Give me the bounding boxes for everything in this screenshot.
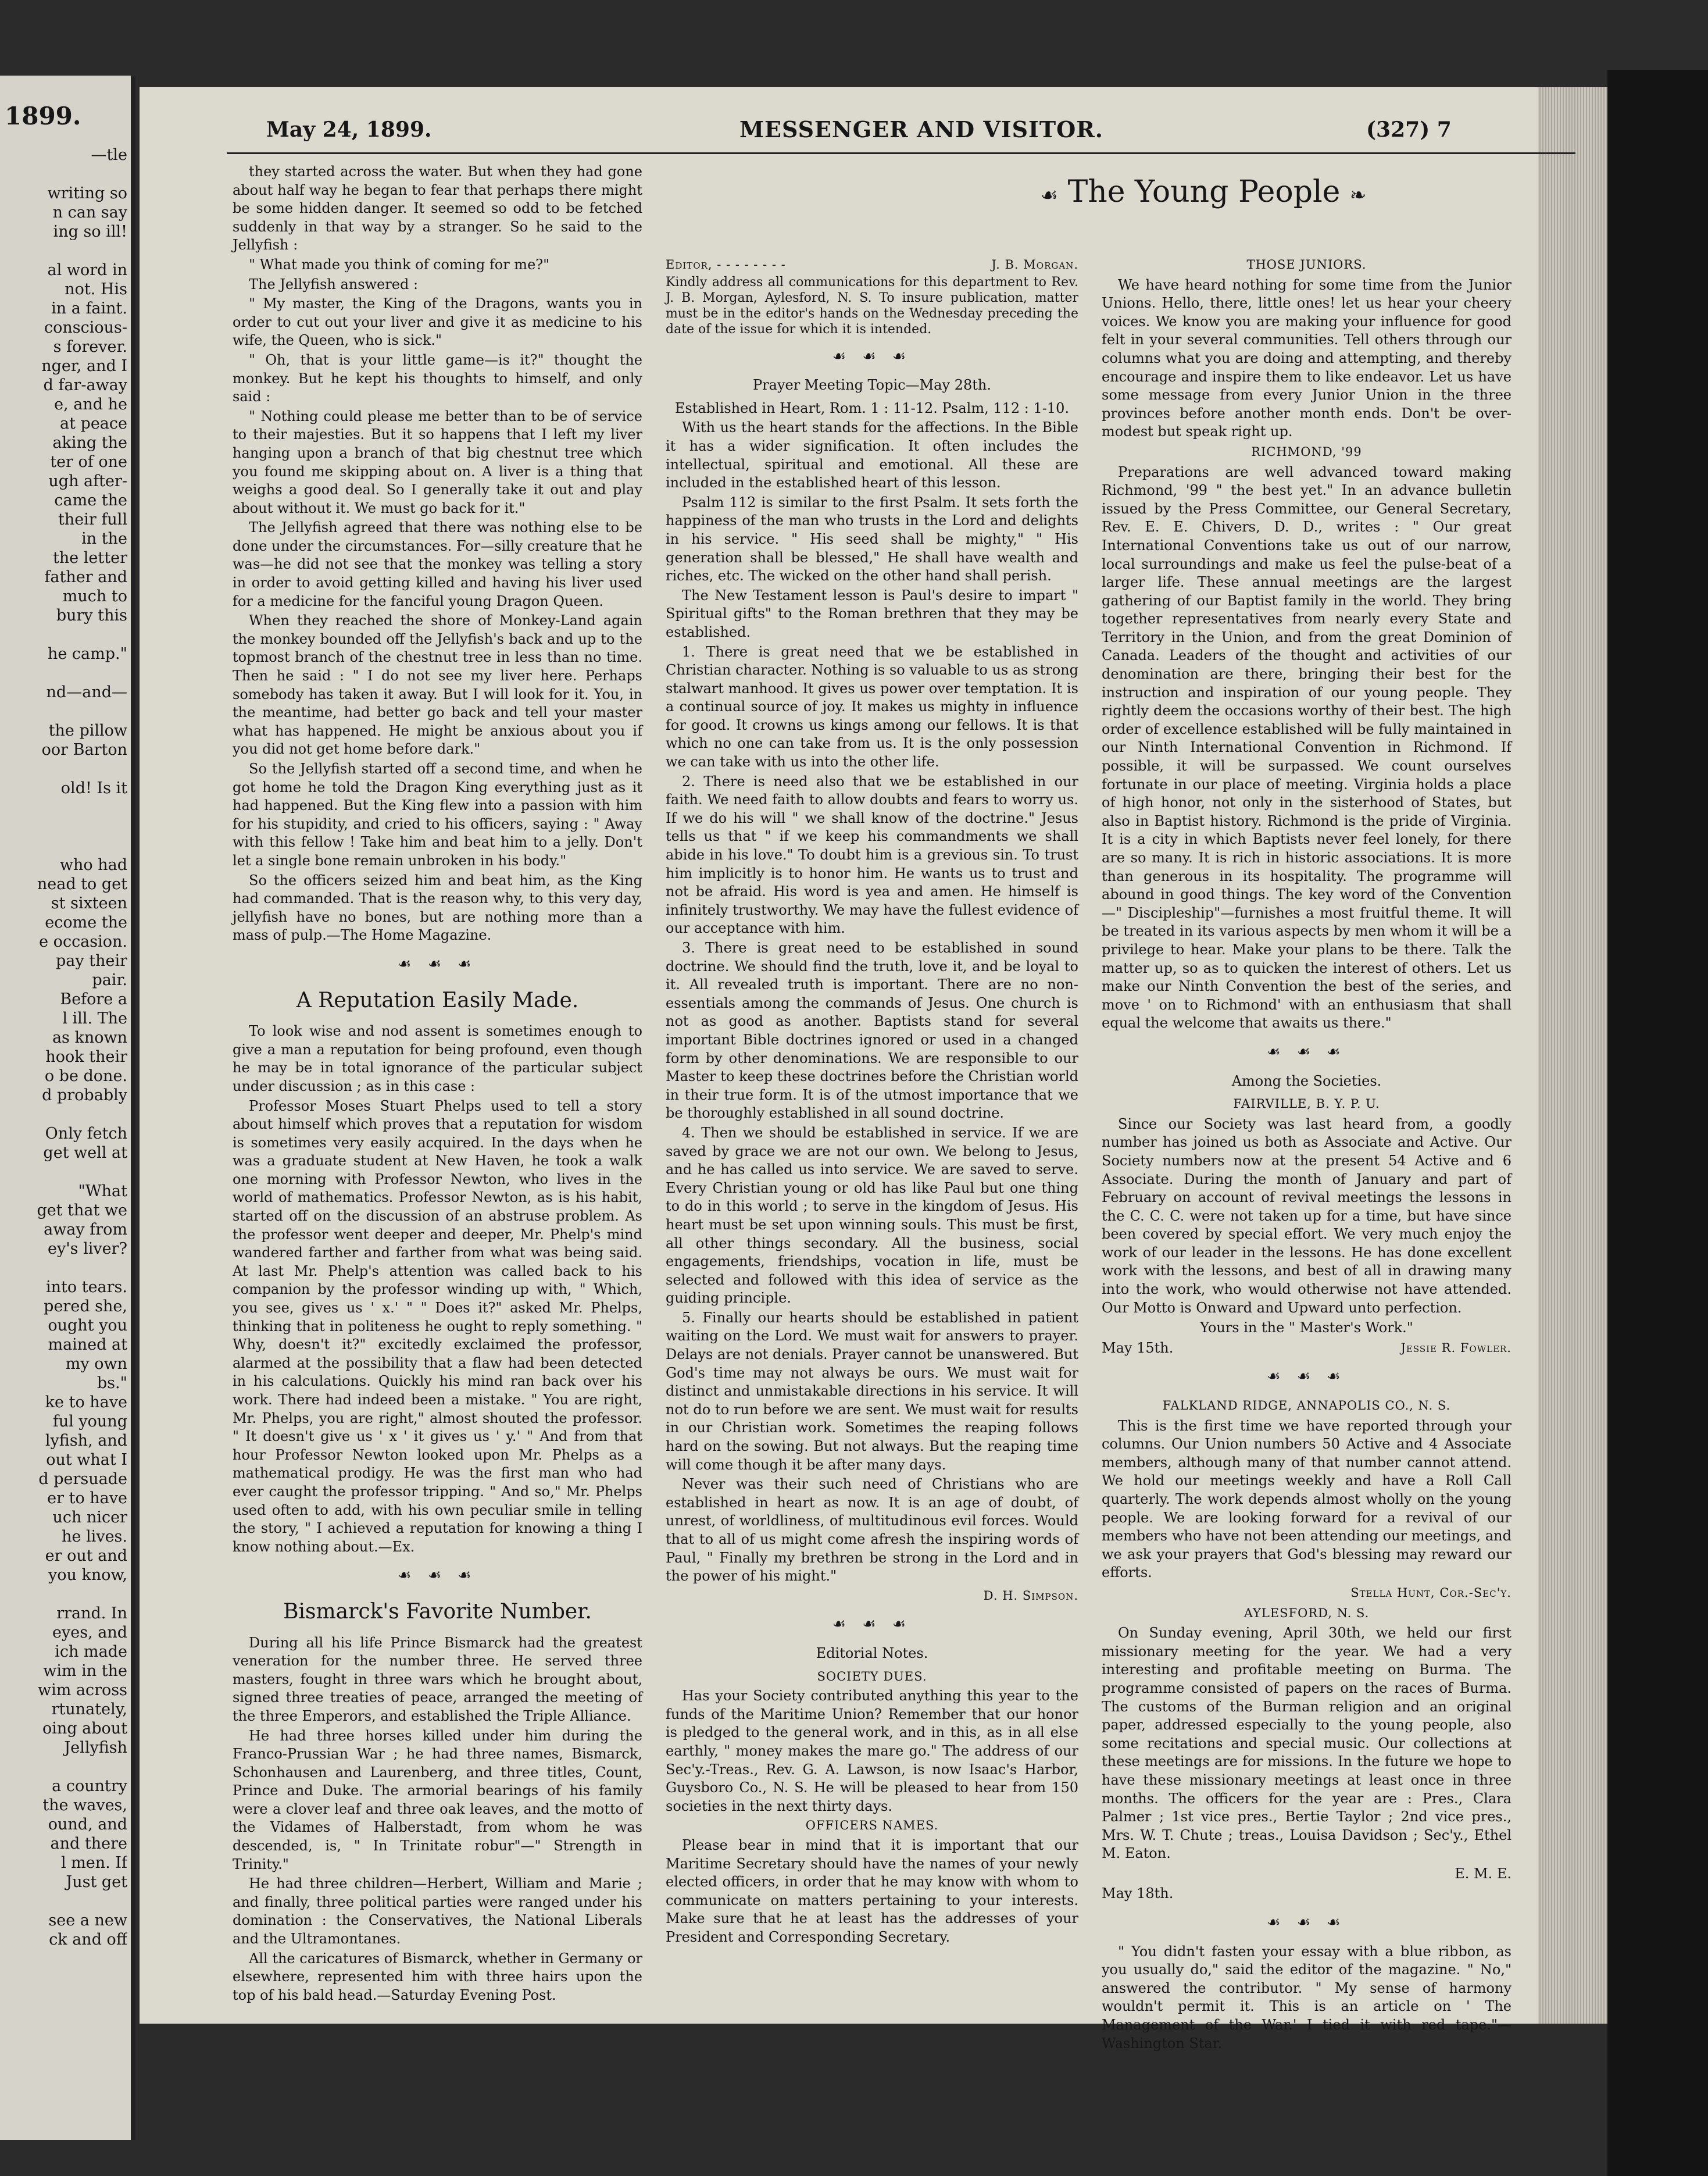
left-page-line — [3, 798, 127, 817]
left-ornament-icon: ☙ — [1040, 184, 1059, 207]
left-page-line: get well at — [43, 1144, 127, 1162]
paragraph: 4. Then we should be established in service. If we are saved by grace we are not our own. We belong to Jesus, and he has called us into service. We are saved to serve. Every Christian young or old has like Paul but one thing to do in this world ; to serve in the kingdom of Jesus. His heart must be set upon winning souls. This must be first, all other things secondary. All the business, social engagements, friendships, vocation in life, must be selected and followed with this idea of service as the guiding principle. — [666, 1124, 1078, 1307]
left-page-line: who had — [59, 856, 127, 874]
left-page-line — [3, 1105, 127, 1124]
paragraph: 2. There is need also that we be established in our faith. We need faith to allow doubts and fears to worry us. If we do his will " we shall know of the doctrine." Jesus tells us that " if we keep his commandments we shall abide in his love." To doubt him is a grevious sin. To trust him implicitly is to honor him. He wants us to trust and not be afraid. His word is yea and amen. He himself is infinitely trustworthy. We may have the fullest evidence of our acceptance with him. — [666, 773, 1078, 937]
left-page-line: nead to get — [37, 875, 127, 893]
column-1 — [233, 163, 642, 2006]
page-number: (327) 7 — [1366, 117, 1452, 142]
left-page-line: the letter — [53, 549, 127, 567]
left-page-line: see a new — [48, 1911, 127, 1929]
left-page-line: old! Is it — [60, 779, 127, 797]
left-page-line: as known — [52, 1029, 127, 1047]
falkland-title: FALKLAND RIDGE, ANNAPOLIS CO., N. S. — [1162, 1399, 1451, 1413]
left-page-line: wim in the — [43, 1662, 127, 1680]
left-page-line: eyes, and — [52, 1624, 127, 1642]
bismarck-title: Bismarck's Favorite Number. — [283, 1599, 592, 1624]
reputation-title: A Reputation Easily Made. — [296, 988, 579, 1012]
left-page-line: ing so ill! — [53, 223, 127, 241]
aylesford-signature: E. M. E. — [1455, 1865, 1512, 1882]
left-page-line: s forever. — [53, 338, 127, 356]
closing-anecdote: " You didn't fasten your essay with a blue ribbon, as you usually do," said the editor of the magazine. " No," answered the contributor. " My sense of harmony wouldn't permit it. This is an article on ' The Management of the War.' I tied it with red tape."—Washington Star. — [1102, 1943, 1512, 2052]
left-page-line: he lives. — [62, 1528, 127, 1546]
left-page-line: pered she, — [44, 1297, 127, 1315]
section-title — [936, 174, 1471, 209]
left-page-line: ound, and — [48, 1815, 127, 1833]
divider-stars: ☙ ☙ ☙ — [832, 1615, 912, 1633]
left-page-line: oing about — [42, 1720, 127, 1738]
prayer-reference: Established in Heart, Rom. 1 : 11-12. Psalm, 112 : 1-10. — [674, 399, 1070, 416]
left-page-line: conscious- — [44, 319, 127, 337]
left-page-line: o be done. — [44, 1067, 127, 1085]
left-page-line: "What — [78, 1182, 127, 1200]
left-page-line — [3, 702, 127, 721]
paragraph: So the Jellyfish started off a second time, and when he got home he told the Dragon King everything just as it had happened. But the King flew into a passion with him for his stupidity, and cried to his officers, saying : " Away with this fellow ! Take him and beat him to a jelly. Don't let a single bone remain unbroken in his body." — [233, 761, 642, 869]
left-page-line: hook their — [45, 1048, 127, 1066]
left-page-line: e, and he — [54, 395, 127, 413]
book-spine — [1607, 70, 1708, 2176]
aylesford-text: On Sunday evening, April 30th, we held our first missionary meeting for the year. We had a very interesting and profitable meeting on Burma. The programme consisted of papers on the races of Burma. The customs of the Burman religion and an original paper, addressed especially to the young people, also some recitations and special music. Our collections at these meetings are for missions. In the future we hope to have these missionary meetings at least once in three months. The officers for the year are : Pres., Clara Palmer ; 1st vice pres., Bertie Taylor ; 2nd vice pres., Mrs. W. T. Chute ; treas., Louisa Davidson ; Sec'y., Ethel M. Eaton. — [1102, 1625, 1512, 1862]
left-page-line: st sixteen — [51, 894, 127, 912]
fairville-signature-row — [1102, 1339, 1512, 1358]
left-page-line — [3, 1585, 127, 1604]
left-page-line: oor Barton — [41, 741, 127, 759]
left-page-line: Only fetch — [45, 1125, 127, 1143]
left-page-line — [3, 165, 127, 184]
paragraph: He had three children—Herbert, William and Marie ; and finally, three political parties were ranged under his domination : the Conservatives, the National Liberals and the Ultramontanes. — [233, 1875, 642, 1947]
paragraph: The Jellyfish agreed that there was nothing else to be done under the circumstances. For—silly creature that he was—he did not see that the monkey was telling a story in order to avoid getting killed and having his liver used for a medicine for the fanciful young Dragon Queen. — [233, 519, 642, 609]
paragraph: The Jellyfish answered : — [249, 276, 419, 292]
left-page-line: rrand. In — [56, 1604, 127, 1622]
officers-label: OFFICERS NAMES. — [805, 1818, 939, 1833]
left-page-line: he camp." — [47, 645, 127, 663]
paragraph: Never was their such need of Christians who are established in heart as now. It is an age of doubt, of unrest, of worldliness, of multitudinous evil forces. Would that to all of us might come afresh the inspiring words of Paul, " Finally my brethren be strong in the Lord and in the power of his might." — [666, 1476, 1078, 1585]
prayer-article — [666, 419, 1078, 1585]
left-page-line: —tle — [91, 146, 127, 164]
paragraph: Professor Moses Stuart Phelps used to tell a story about himself which proves that a reputation for wisdom is sometimes very easily acquired. In the days when he was a graduate student at New Haven, he took a walk one morning with Professor Newton, who lives in the world of mathematics. Professor Newton, as is his habit, started off on the discussion of an abstruse problem. As the professor went deeper and deeper, Mr. Phelp's mind wandered farther and farther from what was being said. At last Mr. Phelp's attention was called back to his companion by the professor winding up with, " Which, you see, gives us ' x.' " " Does it?" asked Mr. Phelps, thinking that in politeness he ought to reply something. " Why, doesn't it?" excitedly exclaimed the professor, alarmed at the possibility that a flaw had been detected in his calculations. Quickly his mind ran back over his work. There had indeed been a mistake. " You are right, Mr. Phelps, you are right," almost shouted the professor. " It doesn't give us ' x ' it gives us ' y.' " And from that hour Professor Newton looked upon Mr. Phelps as a mathematical prodigy. He was the first man who had ever caught the professor tripping. " And so," Mr. Phelps used often to add, with his own peculiar smile in telling the story, " I achieved a reputation for knowing a thing I know nothing about.—Ex. — [233, 1097, 642, 1555]
left-page-line — [3, 1162, 127, 1182]
left-page-line — [3, 663, 127, 683]
fairville-closing: Yours in the " Master's Work." — [1200, 1319, 1413, 1336]
editorial-notes-title: Editorial Notes. — [816, 1645, 928, 1661]
left-page-line: Jellyfish — [64, 1739, 127, 1757]
divider-stars: ☙ ☙ ☙ — [1267, 1914, 1346, 1932]
left-page-line: d persuade — [38, 1470, 127, 1488]
left-page-line: you know, — [48, 1566, 127, 1584]
editor-line — [666, 256, 1078, 274]
divider-stars: ☙ ☙ ☙ — [398, 1567, 477, 1585]
left-page-line: al word in — [47, 261, 127, 279]
column-2 — [666, 256, 1078, 1947]
left-page-line: bury this — [56, 607, 127, 625]
left-page-line: pay their — [56, 952, 127, 970]
fairville-text: Since our Society was last heard from, a goodly number has joined us both as Associate and Active. Our Society numbers now at the present 54 Active and 6 Associate. During the month of January and part of February on account of revival meetings the lessons in the C. C. C. were not taken up for a time, but have since been covered by special effort. We very much enjoy the work of our leader in the lessons. He has done excellent work with the lessons, and best of all in drawing many into the work, who would otherwise not have attended. Our Motto is Onward and Upward unto perfection. — [1102, 1115, 1512, 1316]
left-page-line: at peace — [60, 415, 127, 433]
officers-text: Please bear in mind that it is important that our Maritime Secretary should have the names of your newly elected officers, in order that he may know with whom to communicate on matters pertaining to your interests. Make sure that he at least has the addresses of your President and Corresponding Secretary. — [666, 1836, 1078, 1945]
left-page-line: writing so — [47, 184, 127, 202]
left-page-line: lyfish, and — [45, 1432, 127, 1450]
left-page-line: a country — [52, 1777, 127, 1795]
paragraph: " What made you think of coming for me?" — [249, 256, 550, 273]
left-page-line: into tears. — [46, 1278, 127, 1296]
juniors-title: THOSE JUNIORS. — [1246, 258, 1367, 272]
left-page-line: the pillow — [48, 722, 127, 740]
paragraph: All the caricatures of Bismarck, whether in Germany or elsewhere, represented him with three hairs upon the top of his bald head.—Saturday Evening Post. — [233, 1950, 642, 2003]
left-page-line: l ill. The — [62, 1009, 127, 1028]
reputation-article — [233, 1022, 642, 1556]
left-page-line: came the — [54, 491, 127, 509]
bismarck-article — [233, 1634, 642, 2005]
paragraph: " Nothing could please me better than to be of service to their majesties. But it so happens that I left my liver hanging upon a branch of that big chestnut tree which you found me skipping about on. A liver is a thing that weighs a good deal. So I generally take it out and play about without it. We must go back for it." — [233, 408, 642, 516]
fairville-signature: Jessie R. Fowler. — [1400, 1340, 1512, 1355]
paragraph: With us the heart stands for the affections. In the Bible it has a wider signification. It often includes the intellectual, spiritual and emotional. All these are included in the established heart of this lesson. — [666, 419, 1078, 491]
paragraph: 5. Finally our hearts should be established in patient waiting on the Lord. We must wait for answers to prayer. Delays are not denials. Prayer cannot be unanswered. But God's time may not always be ours. We must wait for distinct and unmistakable directions in his service. It will not do to run before we are sent. We must wait for results in our Christian work. Sometimes the reaping follows hard on the sowing. But not always. But the reaping time will come though it be after many days. — [666, 1309, 1078, 1473]
masthead: MESSENGER AND VISITOR. — [739, 116, 1104, 142]
left-page-line: ful young — [52, 1412, 127, 1431]
paragraph: Psalm 112 is similar to the first Psalm. It sets forth the happiness of the man who trusts in the Lord and delights in his service. " His seed shall be mighty," " His generation shall be blessed," He shall have wealth and riches, etc. The wicked on the other hand shall perish. — [666, 494, 1078, 584]
header-date: May 24, 1899. — [266, 117, 432, 142]
aylesford-date: May 18th. — [1102, 1885, 1174, 1902]
paragraph: 1. There is great need that we be established in Christian character. Nothing is so valuable to us as strong stalwart manhood. It gives us power over temptation. It is a continual source of joy. It makes us mighty in influence for good. It crowns us kings among our fellows. It is that which no one can take from us. It is the only possession we can take with us into the other life. — [666, 643, 1078, 770]
paragraph: So the officers seized him and beat him, as the King had commanded. That is the reason why, to this very day, jellyfish have no bones, but are nothing more than a mass of pulp.—The Home Magazine. — [233, 872, 642, 944]
left-page-text — [3, 145, 127, 1949]
left-page-line: ter of one — [50, 453, 127, 471]
left-page-line: pair. — [92, 971, 127, 989]
paragraph: He had three horses killed under him during the Franco-Prussian War ; he had three names, Bismarck, Schonhausen and Laurenberg, and three titles, Count, Prince and Duke. The armorial bearings of his family were a clover leaf and three oak leaves, and the motto of the Vidames of Halberstadt, from whom he was descended, is, " In Trinitate robur"—" Strength in Trinity." — [233, 1727, 642, 1872]
left-page-year: 1899. — [5, 102, 81, 130]
falkland-text: This is the first time we have reported through your columns. Our Union numbers 50 Active and 4 Associate members, although many of that number cannot attend. We hold our meetings weekly and have a Roll Call quarterly. The work depends almost wholly on the young people. We are looking forward for a revival of our members who have not been attending our meetings, and we ask your prayers that God's blessing may reward our efforts. — [1102, 1417, 1512, 1581]
left-page-line: their full — [58, 511, 127, 529]
societies-title: Among the Societies. — [1231, 1072, 1382, 1089]
left-page-line: d probably — [42, 1086, 127, 1104]
right-ornament-icon: ❧ — [1349, 184, 1367, 207]
left-page-fragment — [0, 76, 135, 2140]
page-edges — [1538, 87, 1607, 2024]
left-page-line: away from — [44, 1221, 127, 1239]
left-page-line: Just get — [66, 1873, 127, 1891]
column-3 — [1102, 256, 1512, 2054]
left-page-line: d far-away — [43, 376, 127, 394]
divider-stars: ☙ ☙ ☙ — [398, 955, 477, 973]
left-page-line: er to have — [47, 1489, 127, 1507]
left-page-line: e occasion. — [39, 933, 127, 951]
left-page-line: ich made — [55, 1643, 127, 1661]
left-page-line: n can say — [52, 204, 127, 222]
editor-name: J. B. Morgan. — [991, 258, 1078, 272]
editor-label: Editor, - - - - - - - - — [666, 258, 786, 272]
left-page-line: much to — [62, 587, 127, 605]
left-page-line: nger, and I — [41, 357, 127, 375]
left-page-line: aking the — [52, 434, 127, 452]
divider-stars: ☙ ☙ ☙ — [1267, 1043, 1346, 1061]
left-page-line: rtunately, — [51, 1700, 127, 1718]
richmond-text: Preparations are well advanced toward making Richmond, '99 " the best yet." In an advance bulletin issued by the Press Committee, our General Secretary, Rev. E. E. Chivers, D. D., writes : " Our great International Conventions take us out of our narrow, local surroundings and make us feel the pulse-beat of a larger life. These annual meetings are the largest gathering of our Baptist family in the world. They bring together representatives from nearly every State and Territory in the Union, and from the great Dominion of Canada. Leaders of the thought and activities of our denomination are there, bringing their best for the instruction and inspiration of our young people. They rightly deem the occasions worthy of their best. The high order of excellence established will be fully maintained in our Ninth International Convention in Richmond. If possible, it will be surpassed. We count ourselves fortunate in our place of meeting. Virginia holds a place of high honor, not only in the sisterhood of States, but also in Baptist history. Richmond is the pride of Virginia. It is a city in which Baptists never feel lonely, for there are so many. It is rich in historic associations. It is more than generous in its hospitality. The programme will abound in good things. The key word of the Convention—" Discipleship"—furnishes a most fruitful theme. It will be treated in its various aspects by men whom it will be a privilege to hear. Make your plans to be there. Talk the matter up, so as to quicken the interest of others. Let us make our Ninth Convention the best of the series, and move ' on to Richmond' with an enthusiasm that shall equal the welcome that awaits us there." — [1102, 463, 1512, 1032]
paragraph: The New Testament lesson is Paul's desire to impart " Spiritual gifts" to the Roman brethren that they may be established. — [666, 587, 1078, 640]
paragraph: 3. There is great need to be established in sound doctrine. We should find the truth, love it, and be loyal to it. All revealed truth is important. There are no non-essentials among the commands of Jesus. One church is not as good as another. Baptists stand for several important Bible doctrines ignored or used in a changed form by other denominations. We are responsible to our Master to keep these doctrines before the Christian world in their true form. It is of the utmost importance that we be thoroughly established in all sound doctrine. — [666, 940, 1078, 1122]
divider-stars: ☙ ☙ ☙ — [832, 347, 912, 365]
society-dues-label: SOCIETY DUES. — [817, 1669, 927, 1683]
left-page-line: the waves, — [42, 1796, 127, 1814]
header-rule — [227, 152, 1575, 154]
prayer-signature: D. H. Simpson. — [983, 1588, 1078, 1603]
left-page-line: bs." — [97, 1374, 127, 1392]
left-page-line: father and — [44, 568, 127, 586]
left-page-line: er out and — [45, 1547, 127, 1565]
left-page-line: l men. If — [60, 1854, 127, 1872]
left-page-line: nd—and— — [46, 683, 127, 701]
left-page-line — [3, 1757, 127, 1777]
fairville-date: May 15th. — [1102, 1339, 1174, 1356]
prayer-topic-title: Prayer Meeting Topic—May 28th. — [753, 377, 991, 394]
left-page-line: in a faint. — [51, 299, 127, 318]
divider-stars: ☙ ☙ ☙ — [1267, 1368, 1346, 1386]
left-page-line: in the — [81, 530, 127, 548]
left-page-line: uch nicer — [52, 1508, 127, 1526]
paragraph: " Oh, that is your little game—is it?" thought the monkey. But he kept his thoughts to himself, and only said : — [233, 351, 642, 405]
left-page-line: mained at — [48, 1336, 127, 1354]
left-page-line — [3, 1258, 127, 1278]
aylesford-title: AYLESFORD, N. S. — [1244, 1606, 1370, 1620]
fairville-title: FAIRVILLE, B. Y. P. U. — [1233, 1097, 1380, 1111]
left-page-line: ecome the — [45, 914, 127, 932]
left-page-line: ke to have — [45, 1393, 127, 1411]
left-page-line: ck and off — [49, 1931, 127, 1949]
left-page-line — [3, 241, 127, 261]
section-title-text: The Young People — [1067, 174, 1341, 209]
newspaper-page — [140, 87, 1538, 2052]
left-page-line — [3, 759, 127, 779]
left-page-line: ugh after- — [48, 472, 127, 490]
paragraph: During all his life Prince Bismarck had the greatest veneration for the number three. He served three masters, fought in three wars which he brought about, signed three treaties of peace, arranged the meeting of the three Emperors, and established the Triple Alliance. — [233, 1634, 642, 1724]
left-page-line — [3, 1892, 127, 1911]
left-page-line: ey's liver? — [48, 1240, 127, 1258]
left-page-line: my own — [65, 1355, 127, 1373]
paragraph: " My master, the King of the Dragons, wants you in order to cut out your liver and give it as medicine to his wife, the Queen, who is sick." — [233, 295, 642, 349]
falkland-signature: Stella Hunt, Cor.-Sec'y. — [1350, 1585, 1512, 1600]
left-page-line: get that we — [37, 1201, 127, 1219]
editor-note: Kindly address all communications for this department to Rev. J. B. Morgan, Aylesford, N. S. To insure publication, matter must be in the editor's hands on the Wednesday preceding the date of the issue for which it is intended. — [666, 274, 1078, 337]
left-page-line: and there — [50, 1835, 127, 1853]
juniors-text: We have heard nothing for some time from the Junior Unions. Hello, there, little ones! let us hear your cheery voices. We know you are making your influence for good felt in your several communities. Tell others through our columns what you are doing and attempting, and thereby encourage and inspire them to like endeavor. Let us have some message from every Junior Union in the three provinces before another month ends. Don't be over-modest but speak right up. — [1102, 276, 1512, 440]
richmond-title: RICHMOND, '99 — [1251, 444, 1362, 459]
left-page-line: out what I — [46, 1451, 127, 1469]
jellyfish-story — [233, 163, 642, 945]
left-page-line: ought you — [48, 1317, 127, 1335]
left-page-line: Before a — [60, 990, 127, 1008]
paragraph: When they reached the shore of Monkey-Land again the monkey bounded off the Jellyfish's back and up to the topmost branch of the chestnut tree in less than no time. Then he said : " I do not see my liver here. Perhaps somebody has taken it away. But I will look for it. You, in the meantime, had better go back and tell your master what has happened. He might be anxious about you if you did not get home before dark." — [233, 612, 642, 758]
left-page-line: not. His — [65, 280, 127, 298]
paragraph: they started across the water. But when they had gone about half way he began to fear that perhaps there might be some hidden danger. It seemed so odd to be fetched suddenly in that way by a stranger. So he said to the Jellyfish : — [233, 163, 642, 254]
left-page-line — [3, 817, 127, 836]
left-page-line — [3, 836, 127, 855]
left-page-line: wim across — [37, 1681, 127, 1699]
society-dues-text: Has your Society contributed anything this year to the funds of the Maritime Union? Remember that our honor is pledged to the general work, and in this, as in all else earthly, " money makes the mare go." The address of our Sec'y.-Treas., Rev. G. A. Lawson, is now Isaac's Harbor, Guysboro Co., N. S. He will be pleased to hear from 150 societies in the next thirty days. — [666, 1688, 1078, 1814]
left-page-line — [3, 625, 127, 644]
paragraph: To look wise and nod assent is sometimes enough to give a man a reputation for being profound, even though he may be in total ignorance of the particular subject under discussion ; as in this case : — [233, 1023, 642, 1094]
